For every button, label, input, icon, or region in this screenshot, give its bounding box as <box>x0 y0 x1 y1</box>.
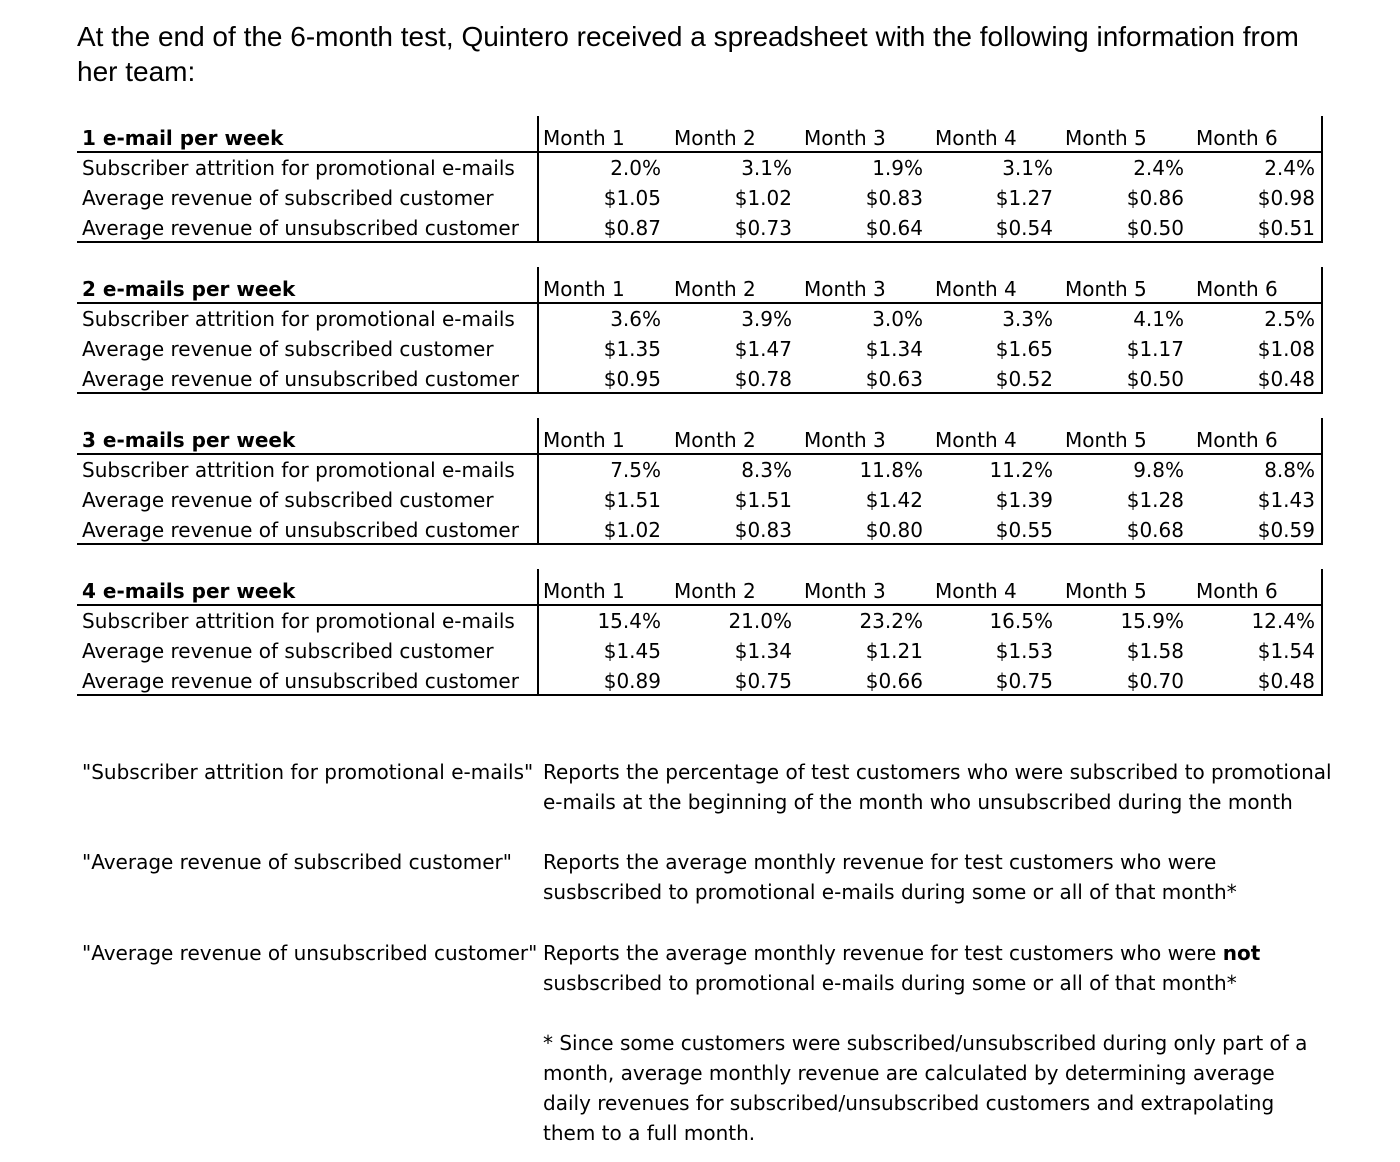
table-row <box>77 153 1323 183</box>
row-label: Average revenue of subscribed customer <box>82 337 494 361</box>
table-row <box>77 636 1323 666</box>
month-header: Month 2 <box>674 277 756 301</box>
month-header: Month 4 <box>935 579 1017 603</box>
month-header: Month 6 <box>1196 277 1278 301</box>
cell-value: $0.95 <box>603 367 661 391</box>
month-header: Month 6 <box>1196 126 1278 150</box>
row-label: Average revenue of unsubscribed customer <box>82 367 519 391</box>
table-row <box>77 666 1323 696</box>
month-header: Month 5 <box>1065 277 1147 301</box>
month-header: Month 1 <box>543 579 625 603</box>
row-label: Average revenue of subscribed customer <box>82 639 494 663</box>
definition-text: Reports the average monthly revenue for test customers who were <box>543 941 1223 965</box>
cell-value: $1.53 <box>995 639 1053 663</box>
month-header: Month 3 <box>804 277 886 301</box>
table-row <box>77 334 1323 364</box>
cell-value: 3.0% <box>872 307 923 331</box>
cell-value: $1.34 <box>865 337 923 361</box>
table-row <box>77 515 1323 545</box>
cell-value: $0.70 <box>1126 669 1184 693</box>
row-label: Average revenue of unsubscribed customer <box>82 669 519 693</box>
cell-value: 8.8% <box>1264 458 1315 482</box>
cell-value: $0.48 <box>1257 669 1315 693</box>
cell-value: $1.51 <box>603 488 661 512</box>
cell-value: $0.83 <box>734 518 792 542</box>
cell-value: $1.58 <box>1126 639 1184 663</box>
cell-value: 7.5% <box>610 458 661 482</box>
month-header: Month 5 <box>1065 126 1147 150</box>
table-row <box>77 606 1323 636</box>
cell-value: $0.66 <box>865 669 923 693</box>
table-1-email-per-week <box>77 123 1323 243</box>
cell-value: $1.02 <box>603 518 661 542</box>
cell-value: $1.65 <box>995 337 1053 361</box>
emphasis-not: not <box>1222 941 1261 965</box>
cell-value: $1.47 <box>734 337 792 361</box>
cell-value: 21.0% <box>728 609 792 633</box>
definition-term: "Average revenue of unsubscribed customer" <box>82 941 538 965</box>
cell-value: 16.5% <box>989 609 1053 633</box>
cell-value: 12.4% <box>1251 609 1315 633</box>
cell-value: $1.43 <box>1257 488 1315 512</box>
month-header: Month 1 <box>543 277 625 301</box>
cell-value: $1.21 <box>865 639 923 663</box>
row-label: Subscriber attrition for promotional e-mails <box>82 458 515 482</box>
cell-value: $0.73 <box>734 216 792 240</box>
cell-value: $0.75 <box>734 669 792 693</box>
cell-value: $1.39 <box>995 488 1053 512</box>
cell-value: 11.2% <box>989 458 1053 482</box>
row-label: Average revenue of unsubscribed customer <box>82 518 519 542</box>
cell-value: 11.8% <box>859 458 923 482</box>
row-label: Subscriber attrition for promotional e-mails <box>82 156 515 180</box>
table-header-row <box>77 123 1323 153</box>
table-title: 1 e-mail per week <box>82 126 284 150</box>
table-header-row <box>77 425 1323 455</box>
cell-value: $1.27 <box>995 186 1053 210</box>
cell-value: 9.8% <box>1133 458 1184 482</box>
cell-value: 3.3% <box>1002 307 1053 331</box>
cell-value: $0.75 <box>995 669 1053 693</box>
cell-value: 1.9% <box>872 156 923 180</box>
cell-value: $1.05 <box>603 186 661 210</box>
cell-value: $0.63 <box>865 367 923 391</box>
cell-value: $0.50 <box>1126 367 1184 391</box>
cell-value: 2.4% <box>1264 156 1315 180</box>
month-header: Month 1 <box>543 126 625 150</box>
month-header: Month 2 <box>674 126 756 150</box>
cell-value: $1.45 <box>603 639 661 663</box>
table-row <box>77 364 1323 394</box>
table-3-emails-per-week <box>77 425 1323 545</box>
row-label: Average revenue of subscribed customer <box>82 186 494 210</box>
cell-value: 4.1% <box>1133 307 1184 331</box>
row-label: Subscriber attrition for promotional e-mails <box>82 609 515 633</box>
definition-term: "Average revenue of subscribed customer" <box>82 850 512 874</box>
month-header: Month 4 <box>935 126 1017 150</box>
table-row <box>77 455 1323 485</box>
table-title: 2 e-mails per week <box>82 277 296 301</box>
month-header: Month 5 <box>1065 428 1147 452</box>
cell-value: 3.1% <box>741 156 792 180</box>
cell-value: $0.52 <box>995 367 1053 391</box>
month-header: Month 2 <box>674 428 756 452</box>
row-label: Average revenue of subscribed customer <box>82 488 494 512</box>
cell-value: 15.9% <box>1120 609 1184 633</box>
month-header: Month 5 <box>1065 579 1147 603</box>
row-label: Average revenue of unsubscribed customer <box>82 216 519 240</box>
table-row <box>77 485 1323 515</box>
intro-text: At the end of the 6-month test, Quintero received a spreadsheet with the following information from her team: <box>77 21 1299 87</box>
cell-value: 23.2% <box>859 609 923 633</box>
cell-value: $0.51 <box>1257 216 1315 240</box>
cell-value: 2.5% <box>1264 307 1315 331</box>
cell-value: $0.80 <box>865 518 923 542</box>
cell-value: 8.3% <box>741 458 792 482</box>
cell-value: $1.51 <box>734 488 792 512</box>
cell-value: $1.28 <box>1126 488 1184 512</box>
table-header-row <box>77 576 1323 606</box>
cell-value: $1.42 <box>865 488 923 512</box>
cell-value: $0.68 <box>1126 518 1184 542</box>
cell-value: $0.55 <box>995 518 1053 542</box>
month-header: Month 6 <box>1196 579 1278 603</box>
row-label: Subscriber attrition for promotional e-mails <box>82 307 515 331</box>
cell-value: 15.4% <box>597 609 661 633</box>
cell-value: $0.83 <box>865 186 923 210</box>
cell-value: $0.98 <box>1257 186 1315 210</box>
table-title: 3 e-mails per week <box>82 428 296 452</box>
cell-value: $1.54 <box>1257 639 1315 663</box>
cell-value: $1.34 <box>734 639 792 663</box>
cell-value: $0.78 <box>734 367 792 391</box>
table-4-emails-per-week <box>77 576 1323 696</box>
month-header: Month 3 <box>804 428 886 452</box>
table-row <box>77 213 1323 243</box>
cell-value: $1.17 <box>1126 337 1184 361</box>
table-row <box>77 304 1323 334</box>
cell-value: $0.50 <box>1126 216 1184 240</box>
table-row <box>77 183 1323 213</box>
definition-term: "Subscriber attrition for promotional e-mails" <box>82 760 534 784</box>
definition-description: Reports the average monthly revenue for test customers who were susbscribed to promotional e-mails during some or all of that month* <box>543 850 1237 904</box>
cell-value: $0.48 <box>1257 367 1315 391</box>
cell-value: $1.02 <box>734 186 792 210</box>
cell-value: $0.59 <box>1257 518 1315 542</box>
cell-value: 2.4% <box>1133 156 1184 180</box>
cell-value: 3.9% <box>741 307 792 331</box>
month-header: Month 3 <box>804 579 886 603</box>
cell-value: $1.35 <box>603 337 661 361</box>
cell-value: 2.0% <box>610 156 661 180</box>
definition-description <box>543 938 1333 998</box>
definition-description: Reports the percentage of test customers who were subscribed to promotional e-mails at the beginning of the month who unsubscribed during the month <box>543 760 1332 814</box>
cell-value: $0.87 <box>603 216 661 240</box>
month-header: Month 4 <box>935 277 1017 301</box>
cell-value: 3.1% <box>1002 156 1053 180</box>
month-header: Month 2 <box>674 579 756 603</box>
definition-text: susbscribed to promotional e-mails during some or all of that month* <box>543 971 1237 995</box>
month-header: Month 1 <box>543 428 625 452</box>
cell-value: $0.54 <box>995 216 1053 240</box>
month-header: Month 4 <box>935 428 1017 452</box>
cell-value: $0.86 <box>1126 186 1184 210</box>
table-2-emails-per-week <box>77 274 1323 394</box>
cell-value: $0.89 <box>603 669 661 693</box>
cell-value: $0.64 <box>865 216 923 240</box>
month-header: Month 3 <box>804 126 886 150</box>
footnote: * Since some customers were subscribed/unsubscribed during only part of a month, average monthly revenue are calculated by determining average daily revenues for subscribed/unsubscribed customers and extrapolating them to a full month. <box>543 1031 1308 1145</box>
month-header: Month 6 <box>1196 428 1278 452</box>
table-header-row <box>77 274 1323 304</box>
cell-value: $1.08 <box>1257 337 1315 361</box>
table-title: 4 e-mails per week <box>82 579 296 603</box>
cell-value: 3.6% <box>610 307 661 331</box>
